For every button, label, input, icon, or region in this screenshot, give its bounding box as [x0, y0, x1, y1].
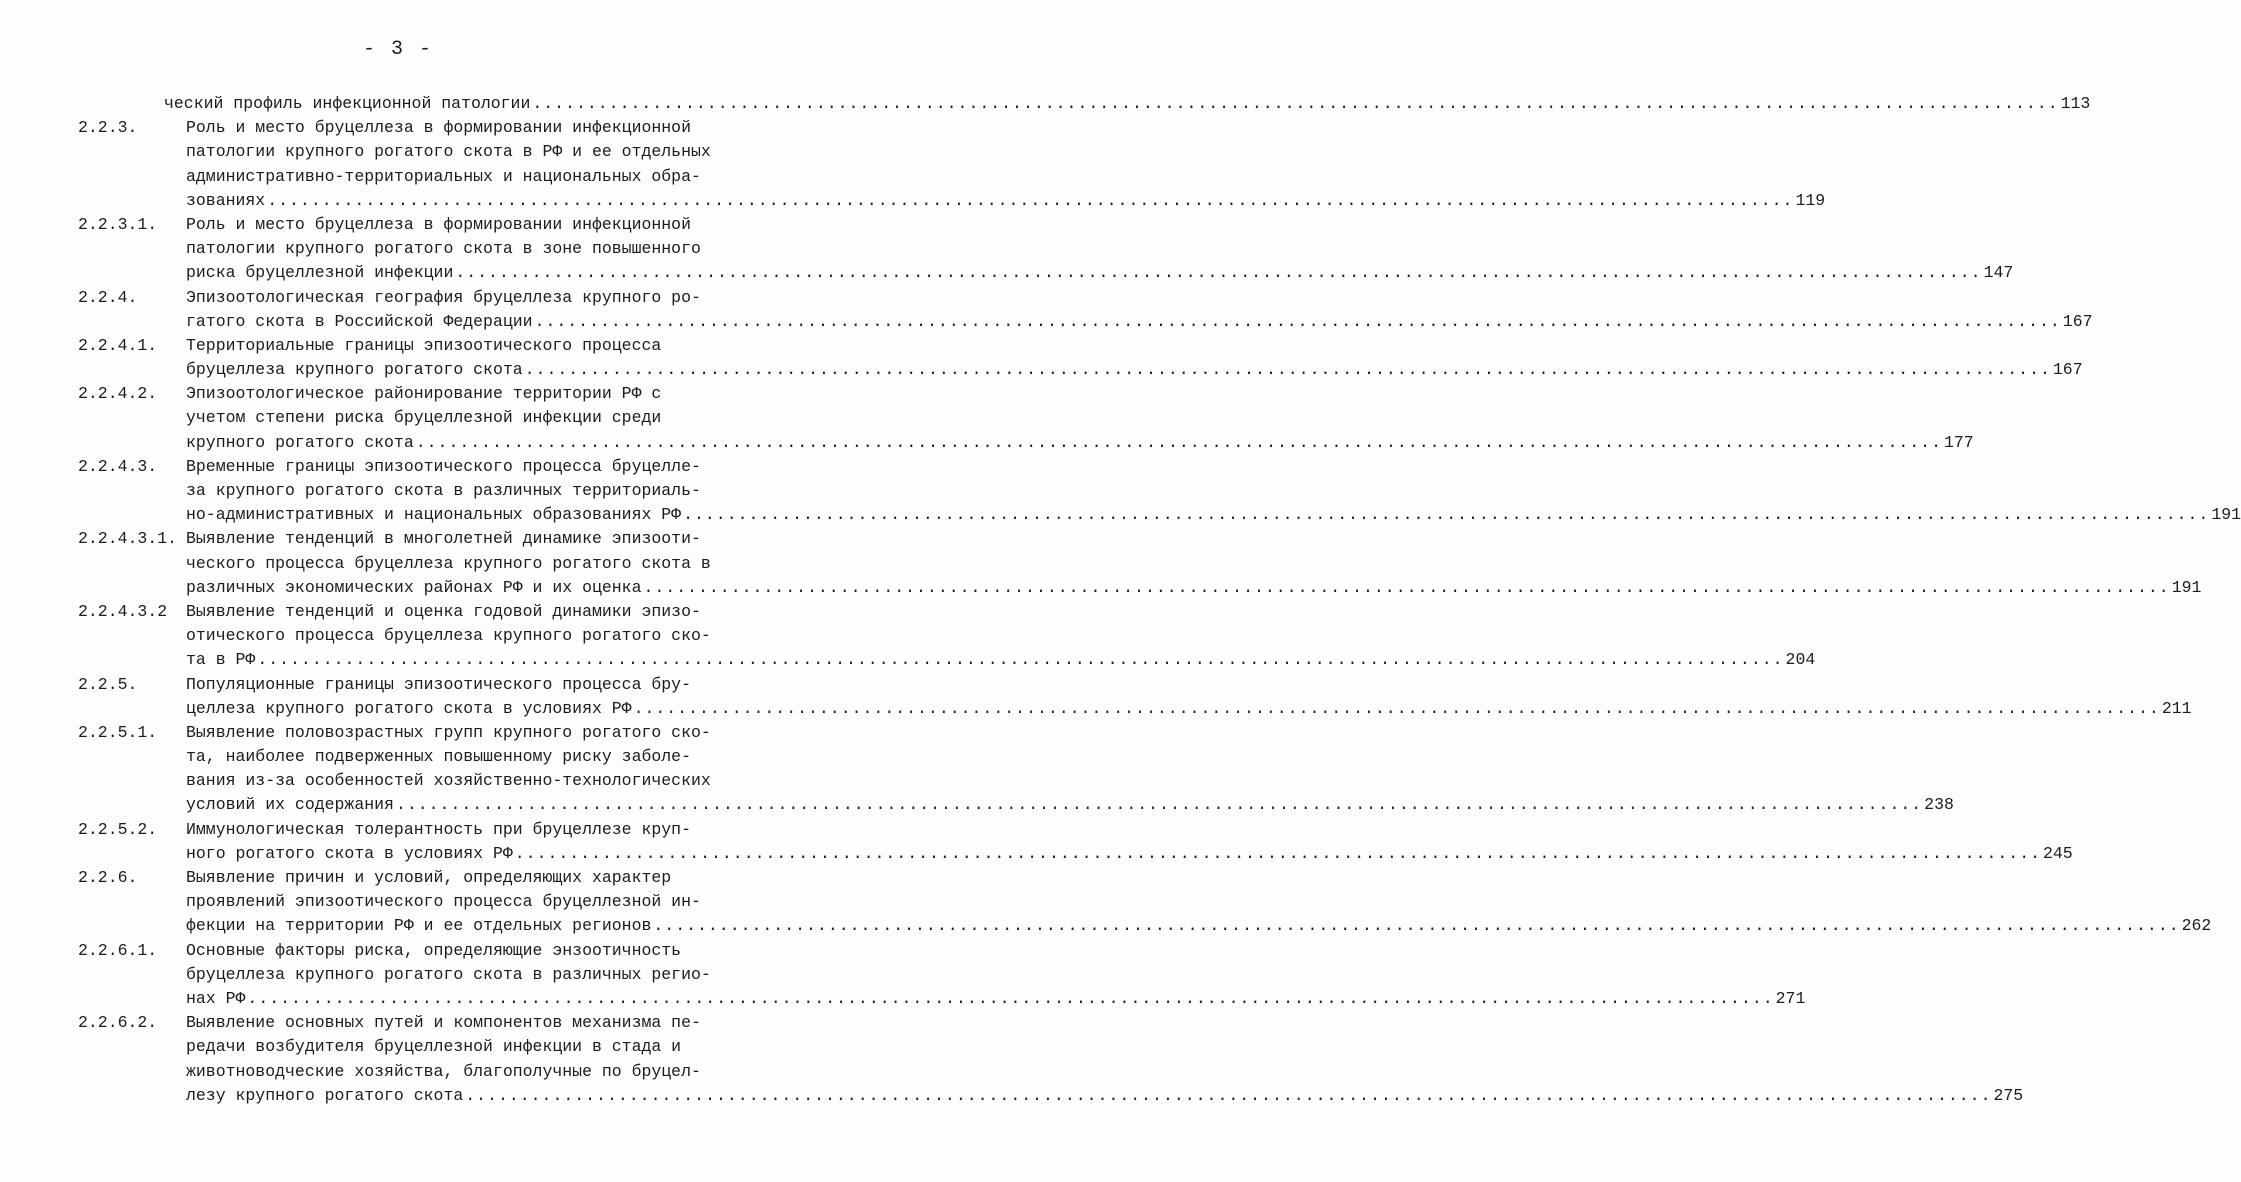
section-title-text: Роль и место бруцеллеза в формировании инфекционной [186, 214, 691, 234]
toc-line [0, 1060, 796, 1084]
toc-line [0, 866, 796, 890]
dot-leader: ............................................................................................................................................ [455, 263, 1982, 283]
page-ref: 167 [2062, 311, 2093, 331]
table-of-contents [0, 92, 2241, 1108]
toc-entry [0, 92, 2091, 116]
dot-leader: ............................................................................................................................................ [415, 432, 1942, 452]
section-title-text: лезу крупного рогатого скота [186, 1085, 464, 1105]
dot-leader: ............................................................................................................................................ [633, 698, 2160, 718]
toc-line [0, 890, 796, 914]
page-ref: 191 [2171, 577, 2202, 597]
toc-entry [0, 116, 1826, 213]
section-title-text: крупного рогатого скота [186, 432, 414, 452]
toc-title-with-leader [186, 648, 1816, 672]
toc-entry [0, 213, 2014, 286]
section-title-text: ческого процесса бруцеллеза крупного рогатого скота в [186, 553, 711, 573]
page-ref: 238 [1924, 795, 1954, 815]
page-ref: 177 [1943, 432, 1974, 452]
toc-line [0, 261, 2014, 285]
section-title-text: ческий профиль инфекционной патологии [164, 94, 531, 113]
toc-entry [0, 382, 1974, 455]
section-title-text: бруцеллеза крупного рогатого скота [186, 360, 523, 380]
toc-line [0, 769, 796, 793]
toc-line [0, 92, 2091, 116]
dot-leader: ............................................................................................................................................ [653, 916, 2180, 936]
toc-line [0, 987, 1806, 1011]
toc-line [0, 189, 1826, 213]
toc-line [0, 914, 2212, 938]
toc-line [0, 382, 796, 406]
toc-line [0, 793, 1954, 817]
toc-line [0, 673, 796, 697]
section-title-text: целлеза крупного рогатого скота в условиях РФ [186, 698, 632, 718]
section-number: 2.2.4.1. [78, 335, 158, 355]
toc-line [0, 648, 1816, 672]
toc-entry [0, 334, 2083, 382]
toc-title-with-leader [186, 358, 2083, 382]
page-ref: 119 [1795, 190, 1826, 210]
section-number: 2.2.3. [78, 118, 138, 138]
page-ref: 271 [1775, 988, 1806, 1008]
toc-title-with-leader [186, 576, 2202, 600]
toc-line [0, 963, 796, 987]
toc-title-with-leader [186, 431, 1974, 455]
section-title-text: редачи возбудителя бруцеллезной инфекции в стада и [186, 1037, 682, 1057]
section-title-text: Выявление половозрастных групп крупного рогатого ско- [186, 722, 711, 742]
section-title-text: Выявление тенденций и оценка годовой динамики эпизо- [186, 601, 701, 621]
toc-entry [0, 1011, 2024, 1108]
section-number: 2.2.6.1. [78, 940, 158, 960]
dot-leader: ............................................................................................................................................ [534, 311, 2061, 331]
toc-title-with-leader [186, 503, 2241, 527]
section-title-text: Эпизоотологическая география бруцеллеза крупного ро- [186, 287, 701, 307]
page-ref: 204 [1785, 650, 1816, 670]
dot-leader: ............................................................................................................................................ [395, 795, 1923, 815]
section-number: 2.2.4. [78, 287, 138, 307]
toc-line [0, 1084, 2024, 1108]
section-title-text: проявлений эпизоотического процесса бруцеллезной ин- [186, 892, 701, 912]
toc-line [0, 576, 2202, 600]
dot-leader: ............................................................................................................................................ [247, 988, 1774, 1008]
toc-title-with-leader [186, 987, 1806, 1011]
section-title-text: зованиях [186, 190, 266, 210]
toc-line [0, 842, 2073, 866]
section-number: 2.2.5. [78, 674, 138, 694]
section-number: 2.2.5.1. [78, 722, 158, 742]
section-title-text: патологии крупного рогатого скота в зоне повышенного [186, 239, 701, 259]
section-title-text: административно-территориальных и национальных обра- [186, 166, 701, 186]
section-title-text: Роль и место бруцеллеза в формировании инфекционной [186, 118, 691, 138]
toc-entry [0, 721, 1954, 818]
section-title-text: ного рогатого скота в условиях РФ [186, 843, 513, 863]
toc-title-with-leader [164, 92, 2091, 116]
toc-line [0, 358, 2083, 382]
section-title-text: Выявление причин и условий, определяющих характер [186, 868, 672, 887]
toc-line [0, 286, 796, 310]
dot-leader: ............................................................................................................................................ [643, 577, 2170, 597]
dot-leader: ............................................................................................................................................ [465, 1085, 1992, 1105]
toc-line [0, 1011, 796, 1035]
toc-line [0, 310, 2093, 334]
toc-line [0, 455, 796, 479]
section-title-text: нах РФ [186, 988, 246, 1008]
section-title-text: фекции на территории РФ и ее отдельных регионов [186, 916, 652, 936]
toc-line [0, 721, 796, 745]
toc-entry [0, 673, 2192, 721]
section-title-text: Основные факторы риска, определяющие энзоотичность [186, 940, 682, 960]
dot-leader: ............................................................................................................................................ [524, 360, 2051, 380]
section-title-text: Территориальные границы эпизоотического процесса [186, 335, 662, 355]
section-title-text: Выявление основных путей и компонентов механизма пе- [186, 1013, 701, 1033]
section-title-text: учетом степени риска бруцеллезной инфекции среди [186, 408, 662, 428]
toc-line [0, 697, 2192, 721]
dot-leader: ............................................................................................................................................ [514, 843, 2041, 863]
dot-leader: ............................................................................................................................................ [532, 94, 2059, 113]
toc-title-with-leader [186, 1084, 2024, 1108]
section-title-text: за крупного рогатого скота в различных территориаль- [186, 481, 701, 500]
toc-title-with-leader [186, 793, 1954, 817]
section-title-text: Популяционные границы эпизоотического процесса бру- [186, 674, 691, 694]
toc-title-with-leader [186, 189, 1826, 213]
toc-line [0, 503, 2241, 527]
section-number: 2.2.6. [78, 868, 138, 887]
page-ref: 147 [1983, 263, 2014, 283]
toc-title-with-leader [186, 310, 2093, 334]
toc-line [0, 939, 796, 963]
toc-title-with-leader [186, 697, 2192, 721]
toc-line [0, 237, 796, 261]
toc-line [0, 431, 1974, 455]
section-number: 2.2.4.3.1. [78, 529, 178, 549]
toc-line [0, 600, 796, 624]
page-ref: 167 [2052, 360, 2083, 380]
toc-entry [0, 286, 2093, 334]
toc-entry [0, 866, 2212, 939]
dot-leader: ............................................................................................................................................ [683, 505, 2210, 525]
toc-entry [0, 600, 1816, 673]
toc-line [0, 745, 796, 769]
section-title-text: вания из-за особенностей хозяйственно-технологических [186, 771, 711, 791]
toc-line [0, 818, 796, 842]
page-ref: 275 [1993, 1085, 2024, 1105]
toc-line [0, 213, 796, 237]
section-title-text: та, наиболее подверженных повышенному риску заболе- [186, 747, 691, 767]
toc-entry [0, 455, 2241, 528]
toc-line [0, 406, 796, 430]
page-ref: 211 [2161, 698, 2192, 718]
toc-line [0, 527, 796, 551]
toc-line [0, 1035, 796, 1059]
section-title-text: бруцеллеза крупного рогатого скота в различных регио- [186, 964, 711, 984]
section-title-text: Иммунологическая толерантность при бруцеллезе круп- [186, 819, 691, 839]
section-title-text: гатого скота в Российской Федерации [186, 311, 533, 331]
toc-line [0, 624, 796, 648]
section-number: 2.2.5.2. [78, 819, 158, 839]
section-title-text: но-административных и национальных образованиях РФ [186, 505, 682, 525]
toc-line [0, 140, 796, 164]
section-number: 2.2.4.3.2 [78, 601, 168, 621]
dot-leader: ............................................................................................................................................ [257, 650, 1784, 670]
toc-line [0, 165, 796, 189]
toc-title-with-leader [186, 842, 2073, 866]
page-ref: 191 [2211, 505, 2241, 525]
section-number: 2.2.3.1. [78, 214, 158, 234]
toc-line [0, 479, 796, 503]
section-title-text: Временные границы эпизоотического процесса бруцелле- [186, 456, 701, 476]
toc-title-with-leader [186, 261, 2014, 285]
section-number: 2.2.4.3. [78, 456, 158, 476]
section-title-text: патологии крупного рогатого скота в РФ и ее отдельных [186, 142, 711, 162]
page-ref: 245 [2043, 843, 2073, 863]
toc-entry [0, 818, 2073, 866]
toc-line [0, 334, 796, 358]
section-title-text: условий их содержания [186, 795, 394, 815]
page-number: - 3 - [362, 38, 433, 61]
toc-line [0, 552, 796, 576]
section-title-text: различных экономических районах РФ и их оценка [186, 577, 642, 597]
dot-leader: ............................................................................................................................................ [267, 190, 1794, 210]
section-title-text: та в РФ [186, 650, 256, 670]
toc-line [0, 116, 796, 140]
toc-entry [0, 527, 2202, 600]
section-title-text: отического процесса бруцеллеза крупного рогатого ско- [186, 626, 711, 646]
section-title-text: риска бруцеллезной инфекции [186, 263, 454, 283]
section-number: 2.2.4.2. [78, 384, 158, 404]
section-title-text: животноводческие хозяйства, благополучные по бруцел- [186, 1061, 701, 1081]
page-ref: 262 [2181, 916, 2212, 936]
section-number: 2.2.6.2. [78, 1013, 158, 1033]
toc-entry [0, 939, 1806, 1012]
section-title-text: Эпизоотологическое районирование территории РФ с [186, 384, 662, 404]
section-title-text: Выявление тенденций в многолетней динамике эпизооти- [186, 529, 701, 549]
page-ref: 113 [2060, 94, 2091, 113]
toc-title-with-leader [186, 914, 2212, 938]
